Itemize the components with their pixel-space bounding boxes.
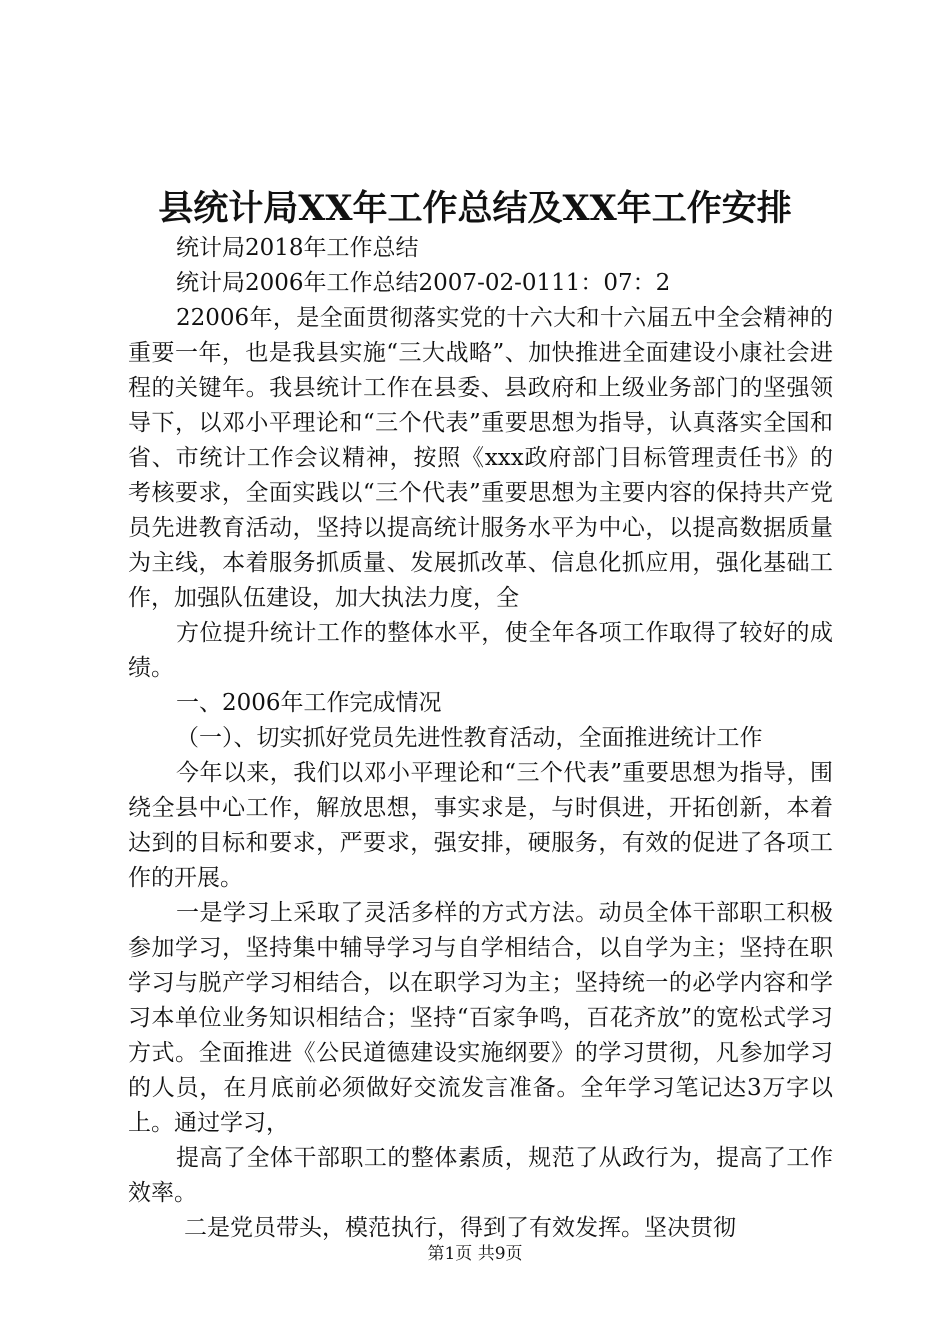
document-title: 县统计局XX年工作总结及XX年工作安排 xyxy=(158,188,792,229)
paragraph-intro: 22006年，是全面贯彻落实党的十六大和十六届五中全会精神的重要一年，也是我县实施“三大战略”、加快推进全面建设小康社会进程的关键年。我县统计工作在县委、县政府和上级业务部门的坚强领导下，以邓小平理论和“三个代表”重要思想为指导，认真落实全国和省、市统计工作会议精神，按照《xxx政府部门目标管理责任书》的考核要求，全面实践以“三个代表”重要思想为主要内容的保持共产党员先进教育活动，坚持以提高统计服务水平为中心，以提高数据质量为主线，本着服务抓质量、发展抓改革、信息化抓应用，强化基础工作，加强队伍建设，加大执法力度，全 xyxy=(128,305,833,611)
paragraph-party-members-lead: 二是党员带头，模范执行，得到了有效发挥。坚决贯彻 xyxy=(184,1215,736,1241)
subsection-heading-party-education: （一）、切实抓好党员先进性教育活动，全面推进统计工作 xyxy=(176,725,763,751)
document-body xyxy=(128,231,833,1246)
paragraph-learning-methods: 一是学习上采取了灵活多样的方式方法。动员全体干部职工积极参加学习，坚持集中辅导学习与自学相结合，以自学为主；坚持在职学习与脱产学习相结合，以在职学习为主；坚持统一的必学内容和学习本单位业务知识相结合；坚持“百家争鸣，百花齐放”的宽松式学习方式。全面推进《公民道德建设实施纲要》的学习贯彻，凡参加学习的人员，在月底前必须做好交流发言准备。全年学习笔记达3万字以上。通过学习， xyxy=(128,900,833,1136)
section-heading-2006-completion: 一、2006年工作完成情况 xyxy=(176,690,442,716)
paragraph-improved-quality: 提高了全体干部职工的整体素质，规范了从政行为，提高了工作效率。 xyxy=(128,1145,833,1206)
paragraph-intro-continued: 方位提升统计工作的整体水平，使全年各项工作取得了较好的成绩。 xyxy=(128,620,833,681)
paragraph-subtitle-2018: 统计局2018年工作总结 xyxy=(176,235,419,261)
page-indicator: 第1页 共9页 xyxy=(427,1244,523,1264)
paragraph-this-year: 今年以来，我们以邓小平理论和“三个代表”重要思想为指导，围绕全县中心工作，解放思想，事实求是，与时俱进，开拓创新，本着达到的目标和要求，严要求，强安排，硬服务，有效的促进了各项工作的开展。 xyxy=(128,760,833,891)
paragraph-subtitle-2006: 统计局2006年工作总结2007-02-0111：07：2 xyxy=(176,270,671,296)
